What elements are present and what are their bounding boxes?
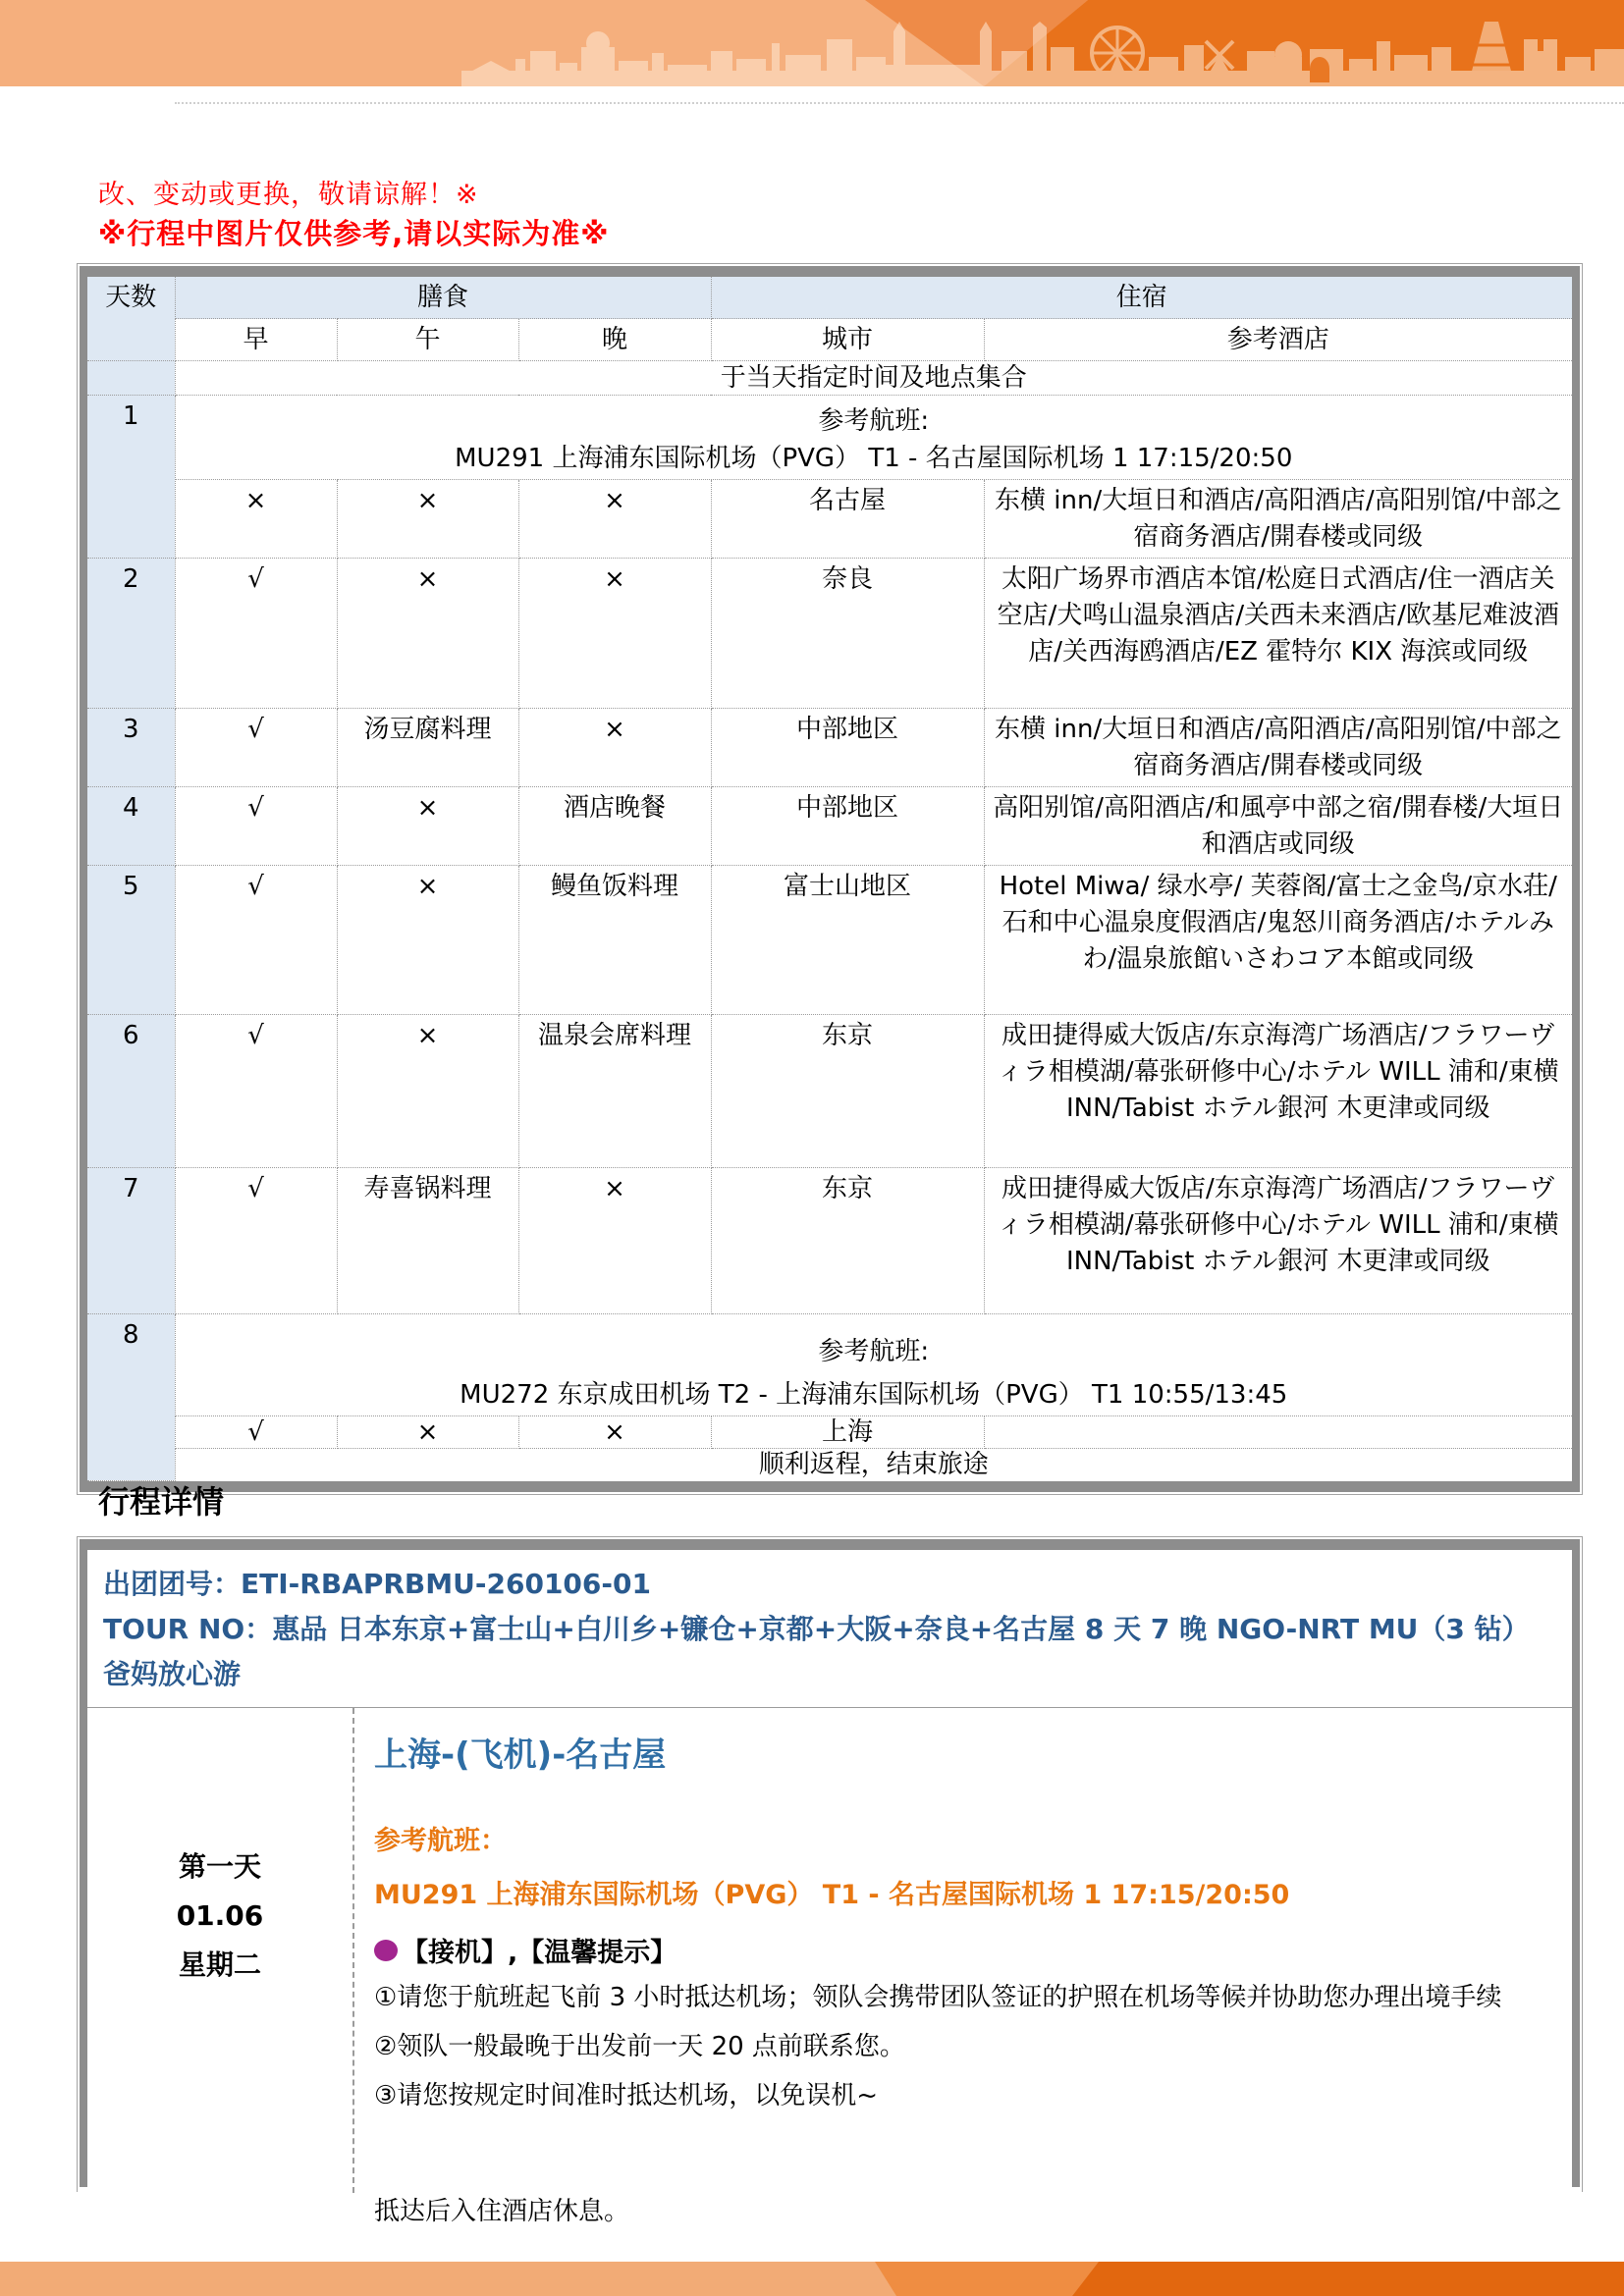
day1-hotel: 东横 inn/大垣日和酒店/高阳酒店/高阳别馆/中部之宿商务酒店/開春楼或同级 xyxy=(984,480,1572,559)
day7-lunch: 寿喜锅料理 xyxy=(337,1168,518,1314)
day4-breakfast: √ xyxy=(175,787,337,866)
day2-dinner: × xyxy=(518,559,711,709)
day1-detail-flight-label: 参考航班： xyxy=(374,1826,507,1856)
day1-note-1: ①请您于航班起飞前 3 小时抵达机场；领队会携带团队签证的护照在机场等候并协助您办理出境手续 xyxy=(374,1983,1502,2012)
day3-hotel: 东横 inn/大垣日和酒店/高阳酒店/高阳别馆/中部之宿商务酒店/開春楼或同级 xyxy=(984,709,1572,787)
day1-label: 第一天 xyxy=(178,1850,261,1883)
day4-lunch: × xyxy=(337,787,518,866)
day8-city: 上海 xyxy=(711,1416,984,1449)
day-number-1: 1 xyxy=(87,396,175,559)
day1-section-line xyxy=(374,1931,1548,1969)
day1-detail-row xyxy=(87,1708,1572,2226)
day3-city: 中部地区 xyxy=(711,709,984,787)
day1-detail-content xyxy=(354,1708,1572,2226)
day6-row xyxy=(87,1015,1572,1168)
day-number-5: 5 xyxy=(87,866,175,1015)
day6-city: 东京 xyxy=(711,1015,984,1168)
footer-banner xyxy=(0,2262,1624,2296)
day6-hotel: 成田捷得威大饭店/东京海湾广场酒店/フラワーヴィラ相模湖/幕张研修中心/ホテル WILL 浦和/東横 INN/Tabist ホテル銀河 木更津或同级 xyxy=(984,1015,1572,1168)
day1-breakfast: × xyxy=(175,480,337,559)
day4-dinner: 酒店晚餐 xyxy=(518,787,711,866)
day1-flight-row xyxy=(87,396,1572,480)
day-number-3: 3 xyxy=(87,709,175,787)
day4-city: 中部地区 xyxy=(711,787,984,866)
day8-flight-row xyxy=(87,1314,1572,1416)
day3-row xyxy=(87,709,1572,787)
day5-city: 富士山地区 xyxy=(711,866,984,1015)
col-header-hotel: 参考酒店 xyxy=(984,319,1572,361)
day5-hotel: Hotel Miwa/ 绿水亭/ 芙蓉阁/富士之金鸟/京水荘/石和中心温泉度假酒店/鬼怒川商务酒店/ホテルみわ/温泉旅館いさわコア本館或同级 xyxy=(984,866,1572,1015)
day1-flight-info xyxy=(175,396,1572,480)
day8-hotel xyxy=(984,1416,1572,1449)
closing-row xyxy=(87,1449,1572,1481)
day1-flight-line: MU291 上海浦东国际机场（PVG） T1 - 名古屋国际机场 1 17:15/20:50 xyxy=(455,444,1293,473)
itinerary-summary-table xyxy=(87,277,1572,1481)
day-number-4: 4 xyxy=(87,787,175,866)
day8-lunch: × xyxy=(337,1416,518,1449)
day8-flight-info xyxy=(175,1314,1572,1416)
day1-note-3: ③请您按规定时间准时抵达机场，以免误机~ xyxy=(374,2081,879,2110)
day5-dinner: 鳗鱼饭料理 xyxy=(518,866,711,1015)
col-header-breakfast: 早 xyxy=(175,319,337,361)
day3-dinner: × xyxy=(518,709,711,787)
schedule-table-frame xyxy=(77,263,1583,1495)
table-subheader-row xyxy=(87,319,1572,361)
group-number-label: 出团团号： xyxy=(103,1568,242,1600)
city-skyline-icon xyxy=(461,22,1624,86)
day8-flight-label: 参考航班: xyxy=(818,1337,930,1366)
day8-flight-line: MU272 东京成田机场 T2 - 上海浦东国际机场（PVG） T1 10:55/13:45 xyxy=(460,1380,1288,1410)
day1-meals-row xyxy=(87,480,1572,559)
day6-breakfast: √ xyxy=(175,1015,337,1168)
day7-city: 东京 xyxy=(711,1168,984,1314)
group-number-line xyxy=(103,1562,1556,1607)
day3-lunch: 汤豆腐料理 xyxy=(337,709,518,787)
day3-breakfast: √ xyxy=(175,709,337,787)
day4-hotel: 高阳别馆/高阳酒店/和風亭中部之宿/開春楼/大垣日和酒店或同级 xyxy=(984,787,1572,866)
col-header-lodging: 住宿 xyxy=(711,277,1572,319)
day1-date-cell xyxy=(87,1708,354,2193)
day8-dinner: × xyxy=(518,1416,711,1449)
day1-section-text: 【接机】,【温馨提示】 xyxy=(402,1938,677,1968)
col-header-dinner: 晚 xyxy=(518,319,711,361)
assembly-note: 于当天指定时间及地点集合 xyxy=(175,361,1572,396)
day-number-6: 6 xyxy=(87,1015,175,1168)
table-header-row xyxy=(87,277,1572,319)
bullet-icon xyxy=(374,1940,398,1961)
day2-city: 奈良 xyxy=(711,559,984,709)
footer-dark-shape xyxy=(0,2262,1624,2296)
day1-note-2: ②领队一般最晚于出发前一天 20 点前联系您。 xyxy=(374,2032,905,2061)
day7-dinner: × xyxy=(518,1168,711,1314)
col-header-city: 城市 xyxy=(711,319,984,361)
tour-number-label: TOUR NO： xyxy=(103,1613,273,1645)
day8-breakfast: √ xyxy=(175,1416,337,1449)
day1-weekday: 星期二 xyxy=(178,1949,261,1981)
header-banner xyxy=(0,0,1624,86)
day1-detail-flight-line: MU291 上海浦东国际机场（PVG） T1 - 名古屋国际机场 1 17:15/20:50 xyxy=(374,1880,1290,1910)
tour-info-block xyxy=(87,1550,1572,1708)
day7-breakfast: √ xyxy=(175,1168,337,1314)
col-header-meals: 膳食 xyxy=(175,277,711,319)
day6-lunch: × xyxy=(337,1015,518,1168)
day1-route-title: 上海-(飞机)-名古屋 xyxy=(374,1735,667,1775)
day5-lunch: × xyxy=(337,866,518,1015)
day1-flight-label: 参考航班: xyxy=(818,406,930,436)
day2-hotel: 太阳广场界市酒店本馆/松庭日式酒店/住一酒店关空店/犬鸣山温泉酒店/关西未来酒店/欧基尼难波酒店/关西海鸥酒店/EZ 霍特尔 KIX 海滨或同级 xyxy=(984,559,1572,709)
day-number-7: 7 xyxy=(87,1168,175,1314)
day2-row xyxy=(87,559,1572,709)
day1-city: 名古屋 xyxy=(711,480,984,559)
col-header-days: 天数 xyxy=(87,277,175,361)
col-header-lunch: 午 xyxy=(337,319,518,361)
day5-row xyxy=(87,866,1572,1015)
day-cell-empty xyxy=(87,361,175,396)
day2-lunch: × xyxy=(337,559,518,709)
day7-hotel: 成田捷得威大饭店/东京海湾广场酒店/フラワーヴィラ相模湖/幕张研修中心/ホテル WILL 浦和/東横 INN/Tabist ホテル銀河 木更津或同级 xyxy=(984,1168,1572,1314)
day-number-8: 8 xyxy=(87,1314,175,1481)
header-divider xyxy=(175,102,1624,104)
group-number-value: ETI-RBAPRBMU-260106-01 xyxy=(241,1568,651,1600)
day8-meals-row xyxy=(87,1416,1572,1449)
day-number-2: 2 xyxy=(87,559,175,709)
day5-breakfast: √ xyxy=(175,866,337,1015)
tour-number-value: 惠品 日本东京+富士山+白川乡+镰仓+京都+大阪+奈良+名古屋 8 天 7 晚 NGO-NRT MU（3 钻）爸妈放心游 xyxy=(103,1613,1530,1690)
detail-frame xyxy=(77,1536,1583,2226)
notice-photos-disclaimer: ※行程中图片仅供参考,请以实际为准※ xyxy=(98,217,610,250)
detail-section-title: 行程详情 xyxy=(98,1483,225,1521)
day1-dinner: × xyxy=(518,480,711,559)
tour-number-line xyxy=(103,1607,1556,1697)
closing-note: 顺利返程，结束旅途 xyxy=(175,1449,1572,1481)
assembly-row xyxy=(87,361,1572,396)
day6-dinner: 温泉会席料理 xyxy=(518,1015,711,1168)
day1-arrival-note: 抵达后入住酒店休息。 xyxy=(374,2197,630,2226)
day7-row xyxy=(87,1168,1572,1314)
day1-lunch: × xyxy=(337,480,518,559)
day2-breakfast: √ xyxy=(175,559,337,709)
day4-row xyxy=(87,787,1572,866)
notice-change-disclaimer: 改、变动或更换，敬请谅解！※ xyxy=(98,180,479,210)
day1-date: 01.06 xyxy=(176,1899,264,1932)
